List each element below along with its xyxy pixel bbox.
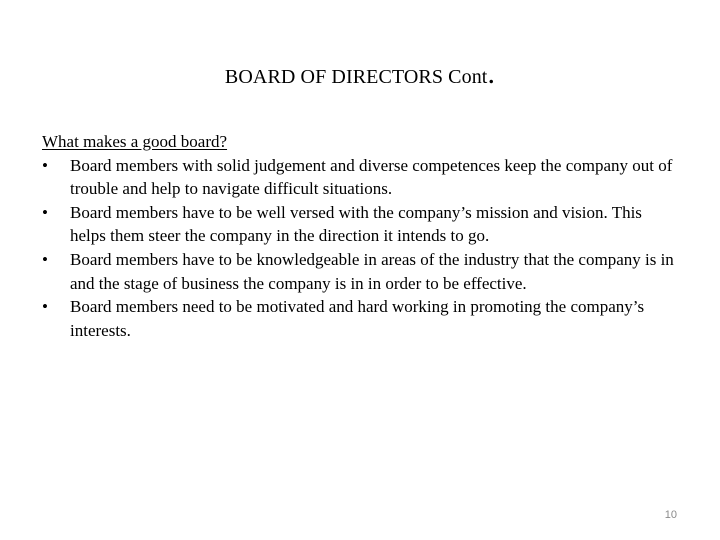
bullet-icon: • bbox=[42, 249, 48, 269]
bullet-item bbox=[42, 154, 682, 201]
bullet-item bbox=[42, 201, 682, 248]
bullet-item bbox=[42, 295, 682, 342]
page-number: 10 bbox=[664, 509, 677, 521]
bullet-icon: • bbox=[42, 297, 48, 317]
bullet-text: Board members with solid judgement and diverse competences keep the company out of trouble and help to navigate difficult situations. bbox=[70, 155, 673, 199]
bullet-text: Board members have to be knowledgeable in areas of the industry that the company is in and the stage of business the company is in in order to be effective. bbox=[70, 249, 674, 293]
bullet-item bbox=[42, 248, 682, 295]
bullet-text: Board members need to be motivated and hard working in promoting the company’s interests. bbox=[70, 297, 645, 340]
bullet-list bbox=[42, 154, 682, 343]
slide-title bbox=[0, 57, 720, 91]
bullet-icon: • bbox=[42, 202, 48, 222]
body-heading: What makes a good board? bbox=[42, 132, 228, 151]
bullet-icon: • bbox=[42, 155, 48, 175]
slide-body bbox=[42, 130, 682, 342]
slide-title-period: . bbox=[487, 57, 496, 90]
bullet-text: Board members have to be well versed with the company’s mission and vision. This helps them steer the company in the direction it intends to go. bbox=[70, 202, 642, 246]
slide-title-text: BOARD OF DIRECTORS Cont bbox=[224, 66, 488, 88]
